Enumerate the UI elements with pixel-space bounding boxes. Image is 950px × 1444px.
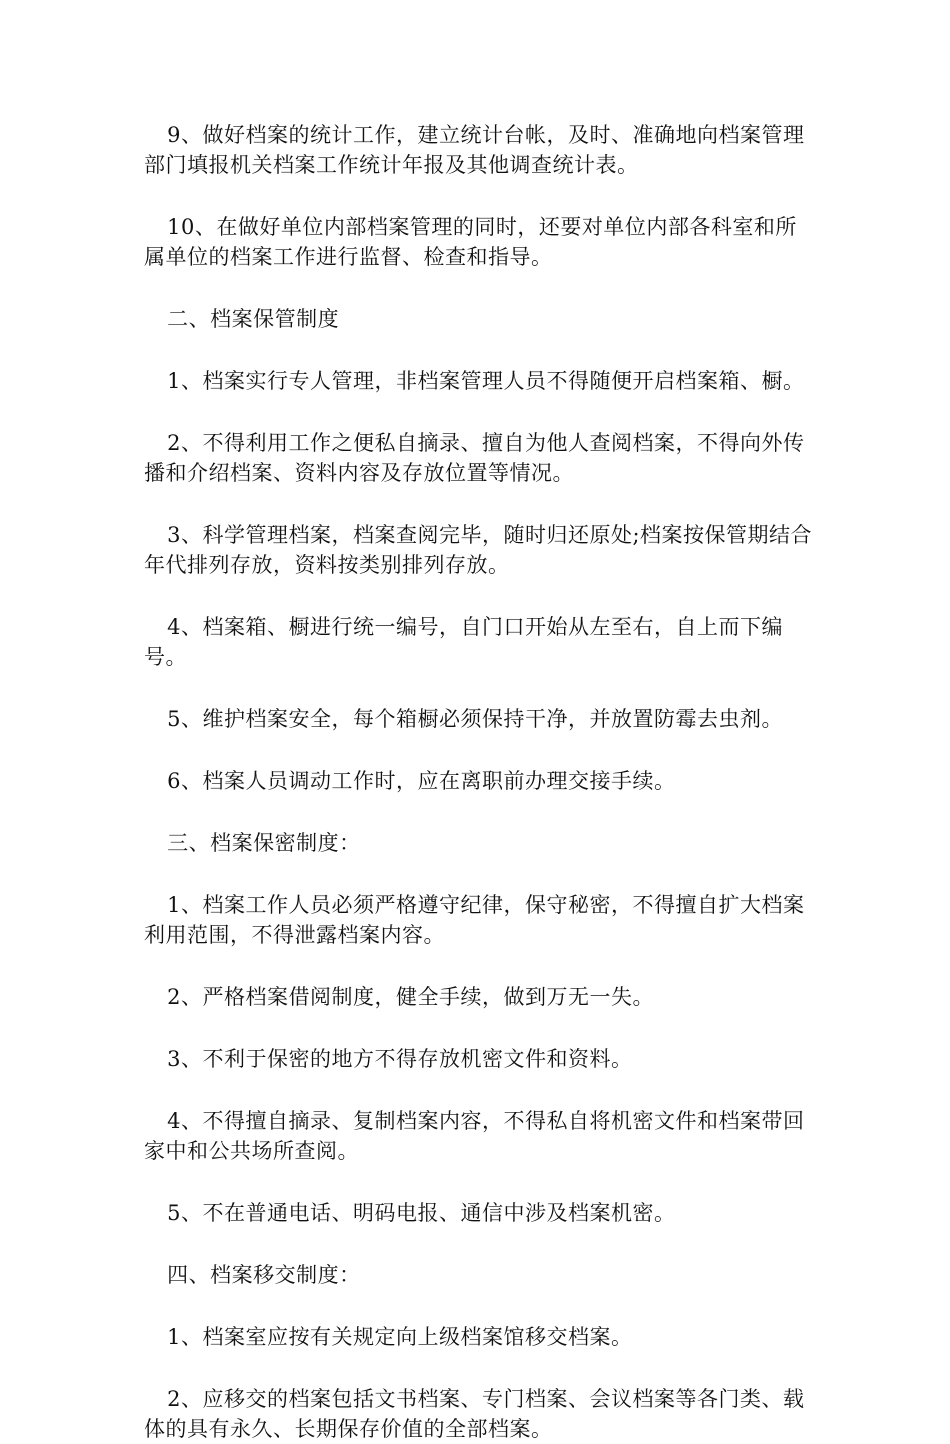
paragraph-transfer-2: 2、应移交的档案包括文书档案、专门档案、会议档案等各门类、载体的具有永久、长期保存价值的全部档案。 xyxy=(144,1387,805,1441)
paragraph-storage-4: 4、档案箱、橱进行统一编号，自门口开始从左至右，自上而下编号。 xyxy=(144,615,783,669)
section-heading-transfer: 四、档案移交制度： xyxy=(167,1263,361,1287)
document-page xyxy=(144,120,816,1444)
paragraph-storage-1: 1、档案实行专人管理，非档案管理人员不得随便开启档案箱、橱。 xyxy=(167,369,805,393)
paragraph-storage-5: 5、维护档案安全，每个箱橱必须保持干净，并放置防霉去虫剂。 xyxy=(167,707,783,731)
paragraph-transfer-1: 1、档案室应按有关规定向上级档案馆移交档案。 xyxy=(167,1325,633,1349)
paragraph-item-9-statistics: 9、做好档案的统计工作，建立统计台帐，及时、准确地向档案管理部门填报机关档案工作统计年报及其他调查统计表。 xyxy=(144,123,805,177)
section-heading-storage: 二、档案保管制度 xyxy=(167,307,340,331)
paragraph-confidentiality-3: 3、不利于保密的地方不得存放机密文件和资料。 xyxy=(167,1047,633,1071)
paragraph-confidentiality-1: 1、档案工作人员必须严格遵守纪律，保守秘密，不得擅自扩大档案利用范围，不得泄露档案内容。 xyxy=(144,893,805,947)
paragraph-confidentiality-5: 5、不在普通电话、明码电报、通信中涉及档案机密。 xyxy=(167,1201,676,1225)
paragraph-item-10-supervision: 10、在做好单位内部档案管理的同时，还要对单位内部各科室和所属单位的档案工作进行监督、检查和指导。 xyxy=(144,215,797,269)
paragraph-storage-2: 2、不得利用工作之便私自摘录、擅自为他人查阅档案，不得向外传播和介绍档案、资料内容及存放位置等情况。 xyxy=(144,431,805,485)
paragraph-confidentiality-4: 4、不得擅自摘录、复制档案内容，不得私自将机密文件和档案带回家中和公共场所查阅。 xyxy=(144,1109,805,1163)
paragraph-confidentiality-2: 2、严格档案借阅制度，健全手续，做到万无一失。 xyxy=(167,985,654,1009)
paragraph-storage-6: 6、档案人员调动工作时，应在离职前办理交接手续。 xyxy=(167,769,676,793)
section-heading-confidentiality: 三、档案保密制度： xyxy=(167,831,361,855)
paragraph-storage-3: 3、科学管理档案，档案查阅完毕，随时归还原处;档案按保管期结合年代排列存放，资料按类别排列存放。 xyxy=(144,523,813,577)
